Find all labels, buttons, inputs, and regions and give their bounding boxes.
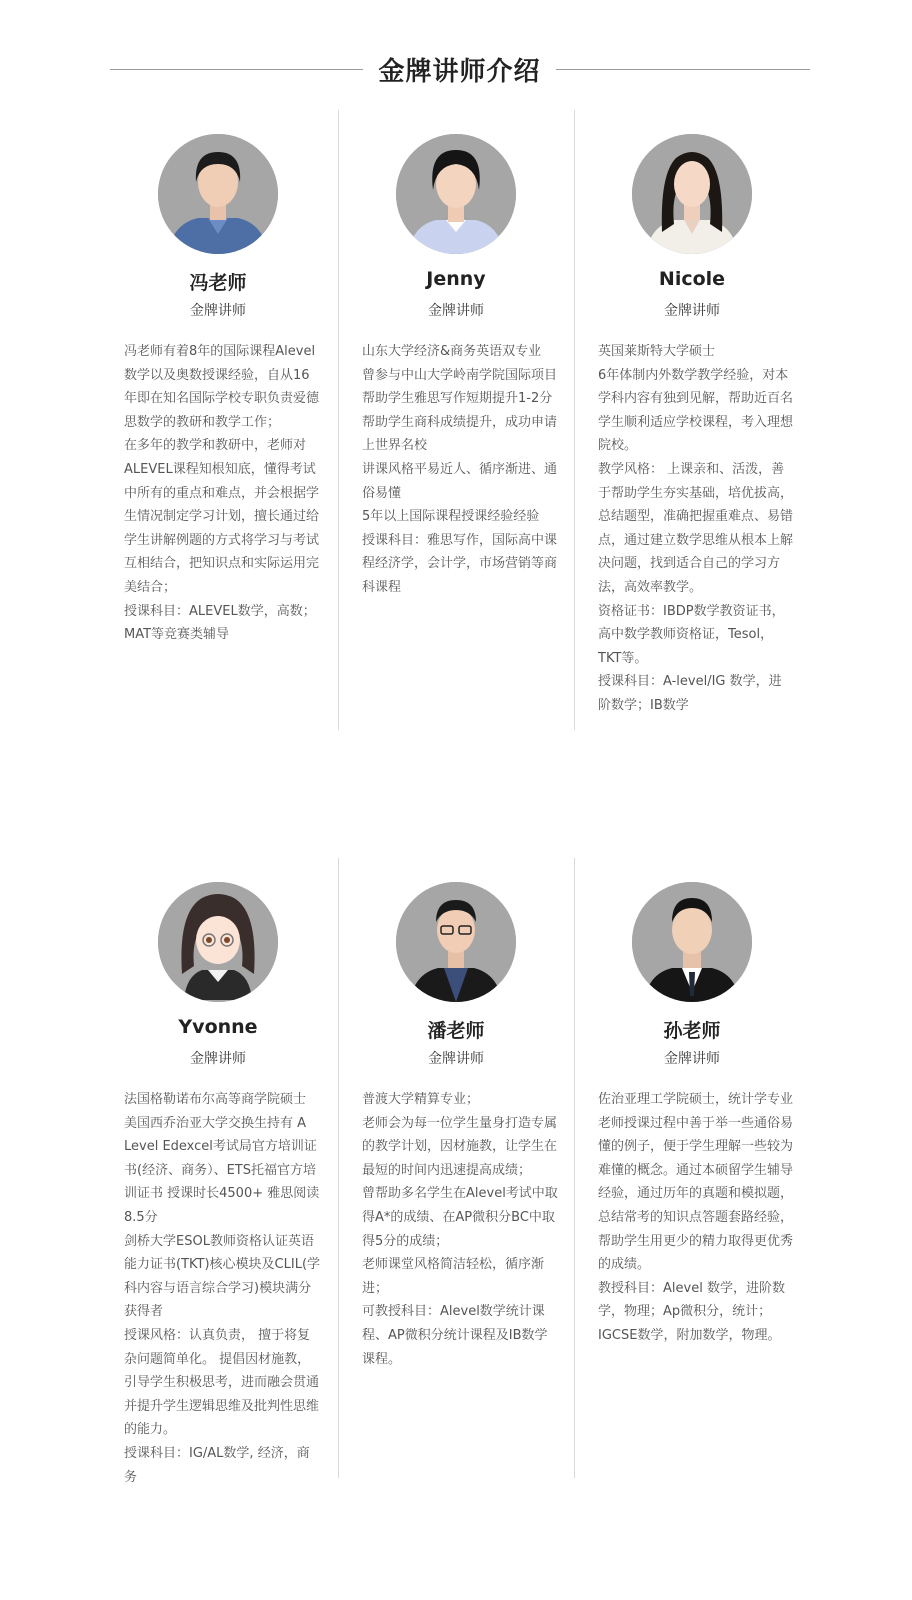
teacher-name: 孙老师: [663, 1020, 721, 1042]
teacher-row-1: [102, 110, 810, 730]
teacher-avatar: [632, 882, 752, 1002]
teacher-avatar: [632, 134, 752, 254]
bio-paragraph: 老师会为每一位学生量身打造专属的教学计划，因材施教，让学生在最短的时间内迅速提高成绩；: [362, 1115, 558, 1178]
bio-paragraph: 曾帮助多名学生在Alevel考试中取得A*的成绩、在AP微积分BC中取得5分的成绩；: [362, 1186, 558, 1249]
teacher-card: [576, 858, 812, 1478]
teacher-role: 金牌讲师: [664, 1051, 720, 1067]
teacher-bio: [598, 340, 794, 718]
teacher-name: 潘老师: [427, 1020, 485, 1042]
teacher-name: 冯老师: [189, 272, 247, 294]
section-title: 金牌讲师介绍: [378, 57, 541, 87]
teacher-bio: [598, 1088, 794, 1348]
teacher-bio: [362, 340, 558, 600]
bio-paragraph: 在多年的教学和教研中，老师对ALEVEL课程知根知底，懂得考试中所有的重点和难点，并会根据学生情况制定学习计划，擅长通过给学生讲解例题的方式将学习与考试互相结合，把知识点和实际运用完美结合；: [124, 438, 320, 595]
bio-paragraph: 教授科目：Alevel 数学，进阶数学，物理；Ap微积分，统计；IGCSE数学，附加数学，物理。: [598, 1280, 785, 1343]
bio-paragraph: 冯老师有着8年的国际课程Alevel数学以及奥数授课经验，自从16年即在知名国际学校专职负责爱德思数学的教研和教学工作；: [124, 344, 320, 430]
teacher-role: 金牌讲师: [664, 303, 720, 319]
teacher-avatar: [158, 134, 278, 254]
teacher-name: Nicole: [658, 268, 726, 290]
bio-paragraph: 5年以上国际课程授课经验经验: [362, 509, 540, 525]
column-divider: [338, 110, 339, 730]
bio-paragraph: 授课科目：A-level/IG 数学，进阶数学；IB数学: [598, 674, 782, 713]
header-divider-left: [110, 69, 363, 70]
teacher-card: [576, 110, 812, 730]
bio-paragraph: 老师授课过程中善于举一些通俗易懂的例子，便于学生理解一些较为难懂的概念。通过本硕留学生辅导经验，通过历年的真题和模拟题，总结常考的知识点答题套路经验，帮助学生用更少的精力取得更优秀的成绩。: [598, 1115, 794, 1273]
teacher-avatar: [396, 134, 516, 254]
bio-paragraph: 山东大学经济&商务英语双专业: [362, 344, 542, 359]
bio-paragraph: 剑桥大学ESOL教师资格认证英语能力证书(TKT)核心模块及CLIL(学科内容与语言综合学习)模块满分获得者: [124, 1233, 321, 1320]
header-divider-right: [556, 69, 810, 70]
bio-paragraph: 帮助学生商科成绩提升，成功申请上世界名校: [362, 414, 558, 454]
teacher-card: [102, 110, 338, 730]
bio-paragraph: 曾参与中山大学岭南学院国际项目: [362, 367, 558, 383]
teacher-name: Yvonne: [178, 1016, 258, 1038]
bio-paragraph: 佐治亚理工学院硕士，统计学专业: [598, 1092, 794, 1107]
teacher-bio: [124, 340, 320, 647]
bio-paragraph: 讲课风格平易近人、循序渐进、通俗易懂: [362, 461, 558, 501]
teacher-card: [102, 858, 338, 1485]
bio-paragraph: 可教授科目：Alevel数学统计课程、AP微积分统计课程及IB数学课程。: [362, 1304, 548, 1367]
bio-paragraph: 6年体制内外数学教学经验，对本学科内容有独到见解，帮助近百名学生顺利适应学校课程，考入理想院校。: [598, 367, 794, 454]
teacher-role: 金牌讲师: [190, 303, 246, 319]
teacher-avatar: [158, 882, 278, 1002]
teacher-avatar: [396, 882, 516, 1002]
bio-paragraph: 教学风格： 上课亲和、活泼，善于帮助学生夯实基础，培优拔高，总结题型，准确把握重难点、易错点，通过建立数学思维从根本上解决问题，找到适合自己的学习方法，高效率教学。: [598, 461, 794, 595]
column-divider: [338, 858, 339, 1478]
bio-paragraph: 授课风格：认真负责， 擅于将复杂问题简单化。 提倡因材施教，引导学生积极思考，进而融会贯通并提升学生逻辑思维及批判性思维的能力。: [124, 1327, 320, 1438]
teacher-role: 金牌讲师: [190, 1051, 246, 1067]
bio-paragraph: 普渡大学精算专业；: [362, 1092, 480, 1107]
teacher-card: [340, 858, 576, 1478]
teacher-bio: [124, 1088, 320, 1489]
teacher-bio: [362, 1088, 558, 1371]
teacher-name: Jenny: [426, 268, 486, 290]
bio-paragraph: 授课科目：ALEVEL数学，高数；MAT等竞赛类辅导: [124, 603, 316, 643]
teacher-role: 金牌讲师: [428, 1051, 484, 1067]
bio-paragraph: 授课科目：IG/AL数学, 经济，商务: [124, 1445, 310, 1485]
teacher-role: 金牌讲师: [428, 303, 484, 319]
section-header: [110, 45, 810, 95]
teacher-card: [340, 110, 576, 730]
bio-paragraph: 老师课堂风格简洁轻松，循序渐进；: [362, 1257, 545, 1296]
bio-paragraph: 英国莱斯特大学硕士: [598, 344, 716, 359]
bio-paragraph: 资格证书：IBDP数学教资证书，高中数学教师资格证，Tesol，TKT等。: [598, 603, 785, 666]
bio-paragraph: 授课科目：雅思写作，国际高中课程经济学，会计学，市场营销等商科课程: [362, 532, 558, 595]
teacher-row-2: [102, 858, 810, 1485]
bio-paragraph: 帮助学生雅思写作短期提升1-2分: [362, 391, 553, 407]
bio-paragraph: 法国格勒诺布尔高等商学院硕士 美国西乔治亚大学交换生持有 A Level Edexcel考试局官方培训证书(经济、商务）、ETS托福官方培训证书 授课时长4500+ 雅思阅读8.5分: [124, 1092, 320, 1225]
